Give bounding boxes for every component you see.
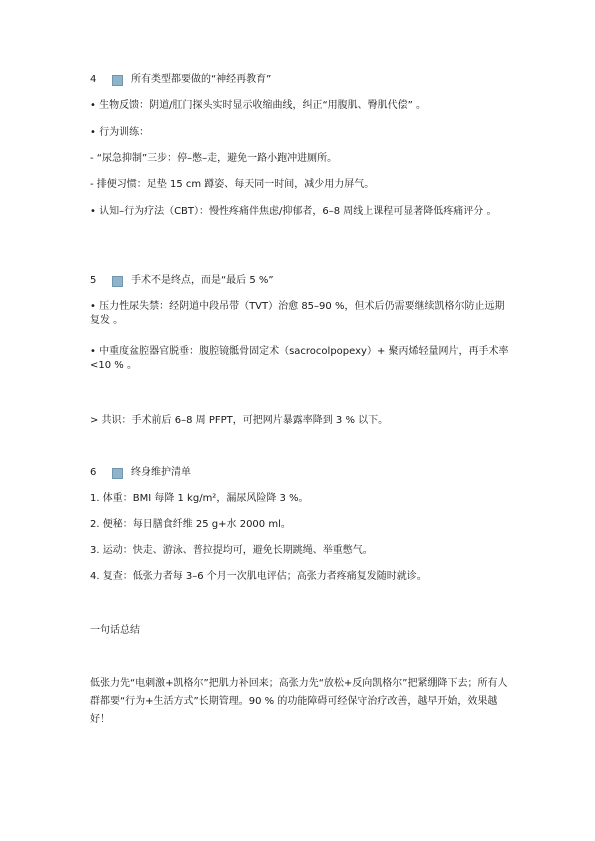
section-4-heading [90,73,510,87]
paragraph: • 认知–行为疗法（CBT）：慢性疼痛伴焦虑/抑郁者，6–8 周线上课程可显著降低疼痛评分 。 [90,206,497,217]
square-bullet-icon [112,468,123,479]
list-item: 1. 体重：BMI 每降 1 kg/m²，漏尿风险降 3 %。 [90,493,309,504]
section-number: 5 [90,275,97,286]
section-6-heading [90,466,510,480]
list-item: 2. 便秘：每日膳食纤维 25 g+水 2000 ml。 [90,519,291,530]
summary-body: 低张力先“电刺激+凯格尔”把肌力补回来；高张力先“放松+反向凯格尔”把紧绷降下去；所有人群都要“行为+生活方式”长期管理。90 % 的功能障碍可经保守治疗改善，越早开始，效果越好！ [90,678,508,725]
section-title: 手术不是终点，而是“最后 5 %” [131,275,274,286]
paragraph: • 生物反馈：阴道/肛门探头实时显示收缩曲线，纠正“用腹肌、臀肌代偿” 。 [90,100,426,111]
section-title: 终身维护清单 [131,467,191,478]
consensus-note: > 共识：手术前后 6–8 周 PFPT，可把网片暴露率降到 3 % 以下。 [90,415,389,426]
list-item: 3. 运动：快走、游泳、普拉提均可，避免长期跳绳、举重憋气。 [90,545,373,556]
paragraph: • 压力性尿失禁：经阴道中段吊带（TVT）治愈 85–90 %，但术后仍需要继续凯格尔防止远期复发 。 [90,301,505,326]
square-bullet-icon [112,75,123,86]
section-number: 6 [90,467,97,478]
paragraph: • 中重度盆腔器官脱垂：腹腔镜骶骨固定术（sacrocolpopexy）+ 聚丙烯轻量网片，再手术率 <10 % 。 [90,346,512,371]
section-5-heading [90,274,510,288]
list-item: 4. 复查：低张力者每 3–6 个月一次肌电评估；高张力者疼痛复发随时就诊。 [90,571,427,582]
square-bullet-icon [112,276,123,287]
paragraph: - “尿急抑制”三步：停–憋–走，避免一路小跑冲进厕所。 [90,153,338,164]
section-number: 4 [90,74,97,85]
paragraph: - 排便习惯：足垫 15 cm 蹲姿、每天同一时间，减少用力屏气。 [90,179,375,190]
section-title: 所有类型都要做的“神经再教育” [131,74,272,85]
summary-heading: 一句话总结 [90,625,140,636]
paragraph: • 行为训练： [90,127,150,138]
